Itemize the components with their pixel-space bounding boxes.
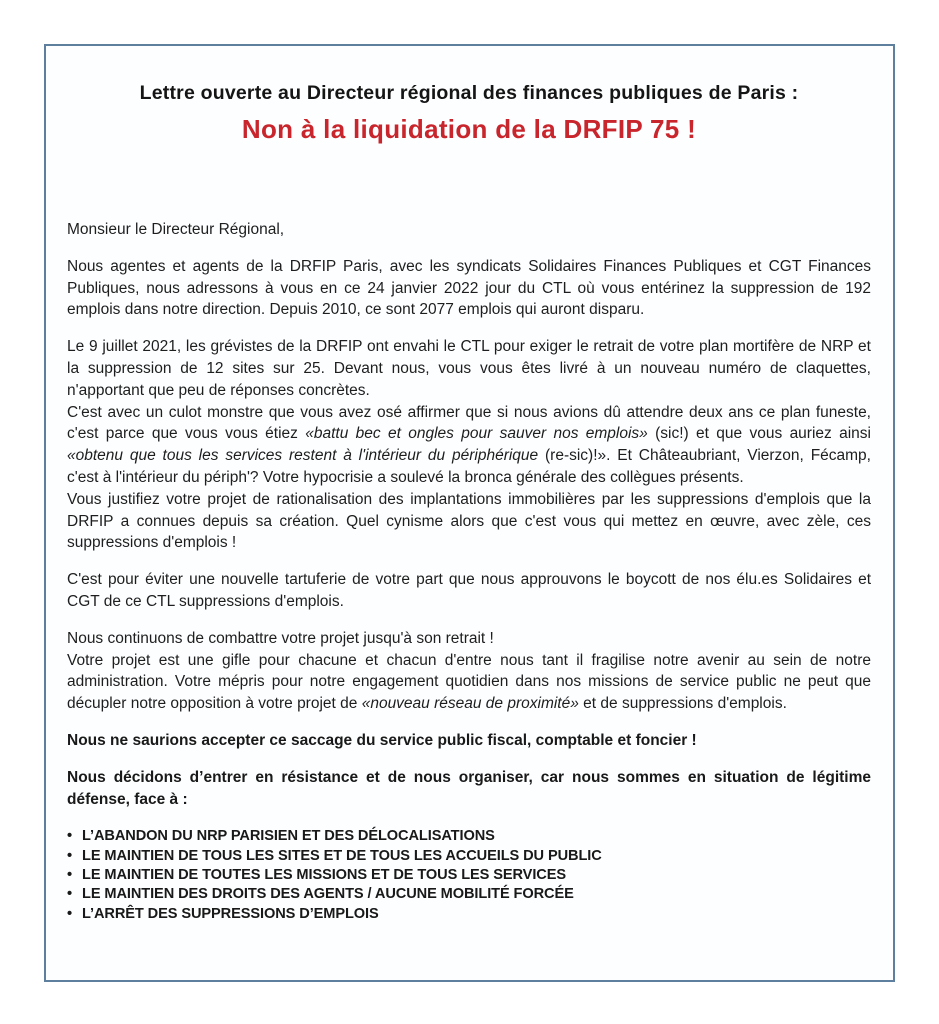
list-item	[67, 866, 871, 885]
text-segment: (sic!) et que vous auriez ainsi	[647, 425, 871, 443]
bullet-icon: •	[67, 847, 73, 864]
salutation: Monsieur le Directeur Régional,	[67, 221, 285, 238]
bullet-icon: •	[67, 828, 73, 845]
quote-italic-peripherique: «obtenu que tous les services restent à l'intérieur du périphérique	[67, 447, 539, 465]
list-item	[67, 847, 871, 866]
paragraph-greve: Le 9 juillet 2021, les grévistes de la DRFIP ont envahi le CTL pour exiger le retrait de votre plan mortifère de NRP et la suppression de 12 sites sur 25. Devant nous, vous vous êtes livré à un nouveau numéro de claquettes, n'apportant que peu de réponses concrètes.	[67, 338, 871, 399]
bullet-text: LE MAINTIEN DE TOUS LES SITES ET DE TOUS LES ACCUEILS DU PUBLIC	[82, 847, 602, 864]
letter-title: Lettre ouverte au Directeur régional des finances publiques de Paris :	[139, 82, 799, 104]
bullet-text: L’ARRÊT DES SUPPRESSIONS D’EMPLOIS	[82, 905, 379, 922]
paragraph-retrait: Nous continuons de combattre votre projet jusqu'à son retrait !	[67, 629, 494, 647]
paragraph-gifle	[67, 650, 871, 715]
text-segment: (re-sic)!». Et Châteaubriant, Vierzon, Fécamp, c'est à l'intérieur du périph'? Votre hypocrisie a soulevé la bronca générale des collègues présents.	[67, 447, 871, 486]
text-segment: Votre projet est une gifle pour chacune et chacun d'entre nous tant il fragilise notre avenir au sein de notre administration. Votre mépris pour notre engagement quotidien dans nos missions de service public ne peut que décupler notre opposition à votre projet de	[67, 651, 871, 713]
paragraph-block-ctl	[67, 336, 871, 554]
demands-list	[67, 827, 871, 923]
paragraph-intro: Nous agentes et agents de la DRFIP Paris, avec les syndicats Solidaires Finances Publiques et CGT Finances Publiques, nous adressons à vous en ce 24 janvier 2022 jour du CTL où vous entérinez la suppression de 192 emplois dans notre direction. Depuis 2010, ce sont 2077 emplois qui auront disparu.	[67, 257, 871, 319]
letter-container	[44, 44, 895, 982]
paragraph-block-combat	[67, 628, 871, 715]
list-item	[67, 905, 871, 924]
bullet-text: LE MAINTIEN DE TOUTES LES MISSIONS ET DE TOUS LES SERVICES	[82, 866, 566, 883]
bullet-icon: •	[67, 905, 73, 922]
letter-body	[67, 219, 871, 924]
paragraph-justification: Vous justifiez votre projet de rationalisation des implantations immobilières par les suppressions d'emplois que la DRFIP a connues depuis sa création. Quel cynisme alors que c'est vous qui mettez en œuvre, avec zèle, ces suppressions d'emplois !	[67, 490, 871, 552]
paragraph-saccage: Nous ne saurions accepter ce saccage du service public fiscal, comptable et foncier !	[67, 731, 697, 749]
bullet-icon: •	[67, 866, 73, 883]
quote-italic-reseau: «nouveau réseau de proximité»	[361, 695, 579, 713]
quote-italic-emplois: «battu bec et ongles pour sauver nos emplois»	[305, 425, 648, 443]
list-item	[67, 827, 871, 846]
paragraph-boycott: C'est pour éviter une nouvelle tartuferie de votre part que nous approuvons le boycott de nos élu.es Solidaires et CGT de ce CTL suppressions d'emplois.	[67, 571, 871, 610]
bullet-text: LE MAINTIEN DES DROITS DES AGENTS / AUCUNE MOBILITÉ FORCÉE	[82, 886, 574, 903]
paragraph-culot	[67, 402, 871, 489]
text-segment: et de suppressions d'emplois.	[578, 695, 787, 713]
bullet-icon: •	[67, 886, 73, 903]
letter-subtitle: Non à la liquidation de la DRFIP 75 !	[241, 114, 697, 144]
text-segment: C'est avec un culot monstre que vous avez osé affirmer que si nous avions dû attendre deux ans ce plan funeste, c'est parce que vous vous étiez	[67, 403, 871, 443]
list-item	[67, 885, 871, 904]
bullet-text: L’ABANDON DU NRP PARISIEN ET DES DÉLOCALISATIONS	[82, 828, 495, 845]
paragraph-resistance: Nous décidons d’entrer en résistance et de nous organiser, car nous sommes en situation de légitime défense, face à :	[67, 768, 871, 808]
